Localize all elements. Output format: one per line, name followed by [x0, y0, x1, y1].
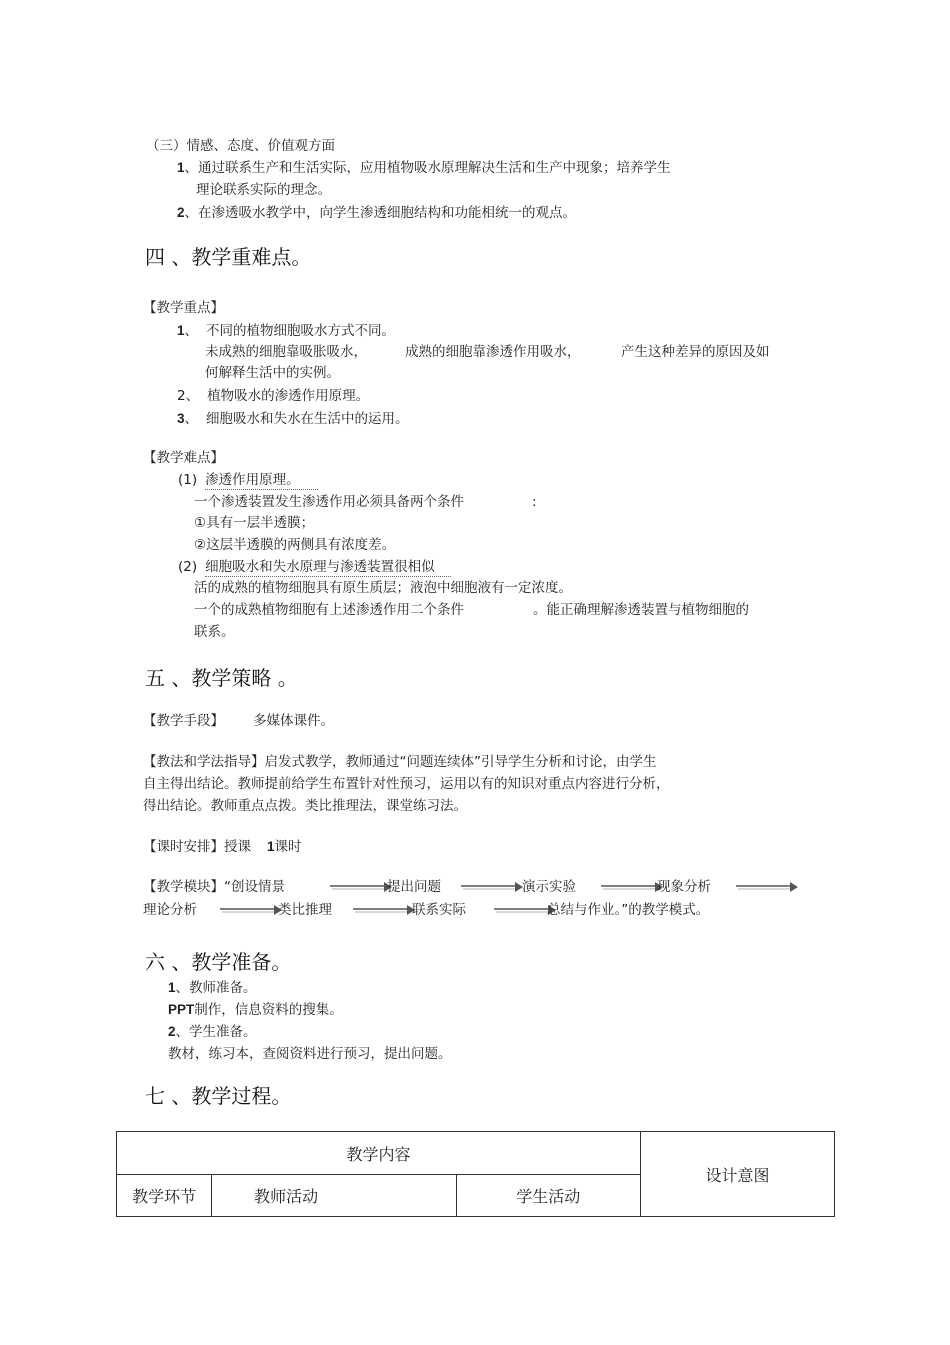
difficulty-2-line-1: 活的成熟的植物细胞具有原生质层；液泡中细胞液有一定浓度。: [194, 580, 572, 596]
key-points-label: 【教学重点】: [143, 300, 224, 316]
module-step-6: 联系实际: [412, 902, 466, 918]
difficulty-1-line-1b: :: [532, 494, 537, 510]
module-step-1: 提出问题: [387, 879, 441, 895]
difficulty-2-line-2b: 。能正确理解渗透装置与植物细胞的: [533, 602, 749, 618]
list-text: 、在渗透吸水教学中，向学生渗透细胞结构和功能相统一的观点。: [184, 205, 577, 221]
teaching-process-table: [116, 1131, 835, 1217]
schedule-label: 【课时安排】授课: [143, 839, 251, 855]
key-point-1-detail-b: 成熟的细胞靠渗透作用吸水，: [405, 344, 581, 360]
flow-arrow-icon: [330, 881, 392, 893]
key-point-2: [177, 387, 369, 405]
method-line-1: 【教法和学法指导】启发式教学，教师通过“问题连续体”引导学生分析和讨论，由学生: [143, 754, 657, 770]
module-label: 【教学模块】“创设情景: [143, 879, 285, 895]
difficulty-2-title: 细胞吸水和失水原理与渗透装置很相似: [205, 559, 451, 577]
flow-arrow-icon: [461, 881, 523, 893]
section-4-title: 四 、教学重难点。: [145, 245, 312, 269]
difficulty-1: [178, 471, 318, 489]
method-line-3: 得出结论。教师重点点拨。类比推理法，课堂练习法。: [143, 798, 467, 814]
section-6-title: 六 、教学准备。: [145, 950, 292, 974]
section-3-heading: （三）情感、态度、价值观方面: [146, 138, 335, 154]
list-text: 、教师准备。: [175, 980, 257, 996]
list-text: 制作，信息资料的搜集。: [194, 1002, 343, 1018]
schedule-number: 1: [267, 839, 275, 854]
flow-arrow-icon: [353, 904, 415, 916]
key-point-1-detail-a: 未成熟的细胞靠吸胀吸水，: [205, 344, 367, 360]
table-header-student: 学生活动: [456, 1175, 640, 1217]
list-text: 、学生准备。: [175, 1024, 257, 1040]
schedule-unit: 课时: [274, 839, 302, 855]
difficulty-2: [178, 558, 451, 576]
student-prep-detail: 教材，练习本，查阅资料进行预习，提出问题。: [168, 1046, 452, 1062]
difficulty-1-line-1a: 一个渗透装置发生渗透作用必须具备两个条件: [194, 494, 464, 510]
list-text: 不同的植物细胞吸水方式不同。: [206, 323, 396, 339]
difficulties-label: 【教学难点】: [143, 450, 224, 466]
list-text: 细胞吸水和失水在生活中的运用。: [206, 411, 409, 427]
difficulty-1-line-3: ②这层半透膜的两侧具有浓度差。: [194, 537, 396, 553]
teacher-prep-label: [168, 979, 257, 997]
list-sep: 、: [185, 388, 200, 404]
teacher-prep-detail: [168, 1001, 343, 1019]
table-header-intent: 设计意图: [641, 1132, 835, 1217]
affect-item-2: [177, 204, 576, 222]
list-number: 1: [177, 160, 185, 175]
section-7-title: 七 、教学过程。: [145, 1084, 292, 1108]
flow-arrow-icon: [220, 904, 282, 916]
key-point-3: [177, 410, 409, 428]
key-point-1-detail-c: 产生这种差异的原因及如: [621, 344, 770, 360]
module-step-7: 总结与作业。”的教学模式。: [547, 902, 710, 918]
list-number: (2): [178, 559, 198, 575]
module-step-5: 类比推理: [278, 902, 332, 918]
teaching-means-label: 【教学手段】: [143, 713, 224, 729]
module-step-4: 理论分析: [143, 902, 197, 918]
table-header-teacher: 教师活动: [212, 1175, 456, 1217]
list-number: 2: [168, 1024, 176, 1039]
list-text: 植物吸水的渗透作用原理。: [207, 388, 370, 404]
affect-item-1: [177, 159, 671, 177]
difficulty-1-title: 渗透作用原理。: [205, 472, 318, 490]
ppt-label: PPT: [168, 1002, 195, 1017]
table-header-content: 教学内容: [117, 1132, 641, 1175]
list-number: 1: [168, 980, 176, 995]
list-number: 2: [177, 388, 186, 404]
module-step-2: 演示实验: [522, 879, 576, 895]
list-sep: 、: [184, 411, 199, 427]
key-point-1: [177, 322, 395, 340]
list-number: 3: [177, 411, 185, 426]
section-5-title: 五 、教学策略 。: [145, 666, 298, 690]
difficulty-1-line-2: ①具有一层半透膜；: [194, 515, 315, 531]
difficulty-2-line-2a: 一个的成熟植物细胞有上述渗透作用二个条件: [194, 602, 464, 618]
difficulty-2-line-3: 联系。: [194, 624, 235, 640]
flow-arrow-icon: [736, 881, 798, 893]
table-header-stage: 教学环节: [117, 1175, 212, 1217]
list-number: 2: [177, 205, 185, 220]
affect-item-1-cont: 理论联系实际的理念。: [196, 182, 331, 198]
student-prep-label: [168, 1023, 257, 1041]
flow-arrow-icon: [601, 881, 663, 893]
list-text: 、通过联系生产和生活实际，应用植物吸水原理解决生活和生产中现象；培养学生: [184, 160, 671, 176]
schedule: [143, 838, 302, 856]
key-point-1-detail-2: 何解释生活中的实例。: [205, 365, 340, 381]
list-sep: 、: [184, 323, 199, 339]
list-number: 1: [177, 323, 185, 338]
teaching-means-value: 多媒体课件。: [253, 713, 334, 729]
method-line-2: 自主得出结论。教师提前给学生布置针对性预习，运用以有的知识对重点内容进行分析，: [143, 776, 670, 792]
list-number: (1): [178, 472, 198, 488]
module-step-3: 现象分析: [657, 879, 711, 895]
